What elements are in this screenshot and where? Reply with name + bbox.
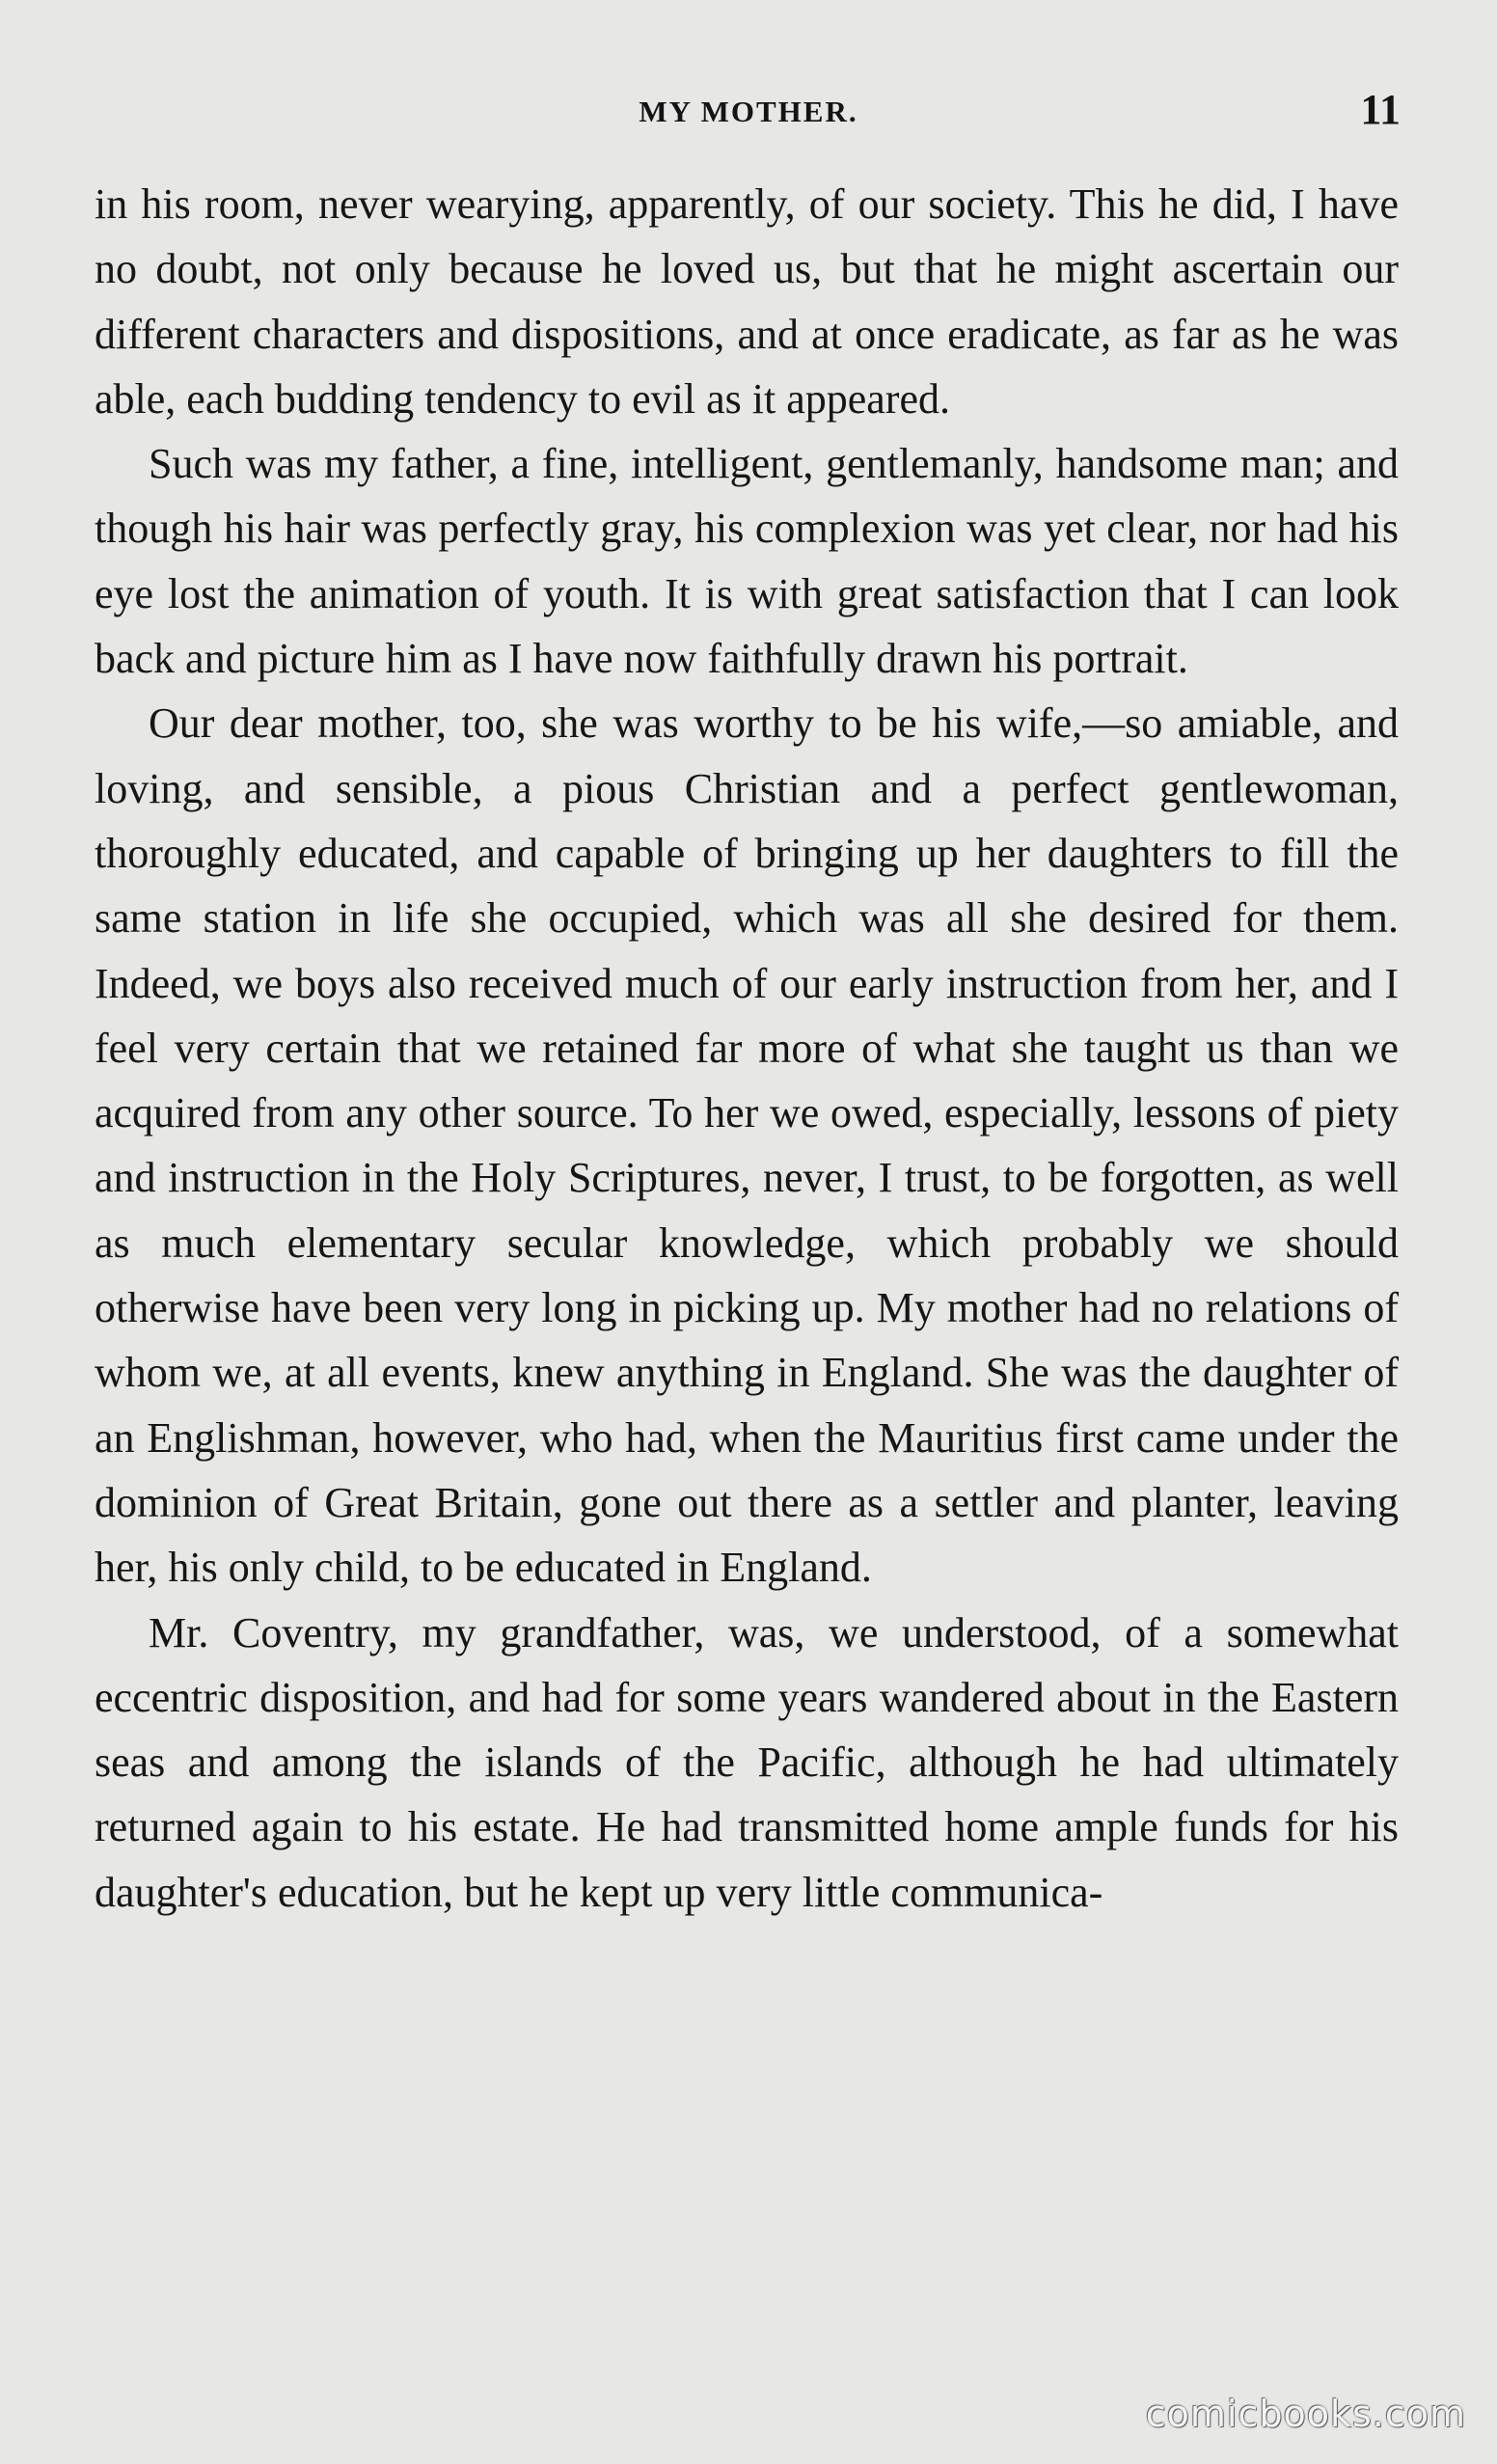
watermark: comicbooks.com (1145, 2393, 1466, 2435)
paragraph-2: Such was my father, a fine, intelligent, gentlemanly, handsome man; and though his hair was perfectly gray, his complexion was yet clear, nor had his eye lost the animation of youth. It is with great satisfaction that I can look back and picture him as I have now faithfully drawn his portrait. (95, 440, 1399, 683)
page-number: 11 (1360, 86, 1401, 133)
running-head (96, 85, 1401, 133)
body-text (95, 172, 1399, 1925)
paragraph-1: in his room, never wearying, apparently, of our society. This he did, I have no doubt, not only because he loved us, but that he might ascertain our different characters and dispositions, and at once eradicate, as far as he was able, each budding tendency to evil as it appeared. (95, 180, 1399, 423)
running-title: MY MOTHER. (639, 95, 858, 128)
paragraph-3: Our dear mother, too, she was worthy to be his wife,—so amiable, and loving, and sensible, a pious Christian and a perfect gentlewoman, thoroughly educated, and capable of bringing up her daughters to fill the same station in life she occupied, which was all she desired for them. Indeed, we boys also received much of our early instruction from her, and I feel very certain that we retained far more of what she taught us than we acquired from any other source. To her we owed, especially, lessons of piety and instruction in the Holy Scriptures, never, I trust, to be forgotten, as well as much elementary secular knowledge, which probably we should otherwise have been very long in picking up. My mother had no relations of whom we, at all events, knew anything in England. She was the daughter of an Englishman, however, who had, when the Mauritius first came under the dominion of Great Britain, gone out there as a settler and planter, leaving her, his only child, to be educated in England. (95, 699, 1399, 1592)
paragraph-4: Mr. Coventry, my grandfather, was, we understood, of a somewhat eccentric disposition, and had for some years wandered about in the Eastern seas and among the islands of the Pacific, although he had ultimately returned again to his estate. He had transmitted home ample funds for his daughter's education, but he kept up very little communica- (95, 1608, 1399, 1916)
